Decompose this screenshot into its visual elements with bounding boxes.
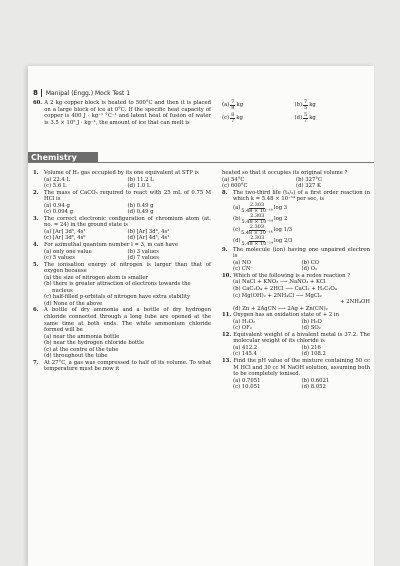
fraction-denominator: 5.48 × 10⁻¹⁴ bbox=[241, 240, 274, 247]
option[interactable]: (d) throughout the tube bbox=[44, 353, 108, 360]
question-text: At 27°C, a gas was compressed to half of its volume. To what temperature must be now it bbox=[44, 359, 211, 373]
option[interactable]: (d) SO₂ bbox=[301, 325, 321, 332]
fraction-denominator: 8 bbox=[231, 105, 235, 111]
options bbox=[33, 203, 211, 216]
question-text: The ionisation energy of nitrogen is larger than that of oxygen because bbox=[44, 261, 211, 275]
question-text: heated so that it occupies its original volume ? bbox=[222, 170, 348, 176]
option[interactable]: (c) 10.051 bbox=[233, 384, 261, 391]
question-number: 7. bbox=[33, 359, 39, 366]
option[interactable]: (b) 0.49 g bbox=[127, 202, 154, 209]
option-label: (c) bbox=[233, 226, 241, 233]
option[interactable]: (b) 11.2 L bbox=[127, 176, 154, 183]
question-60 bbox=[33, 100, 211, 126]
option[interactable]: (c) 5 values bbox=[44, 255, 75, 262]
question-number: 2. bbox=[33, 189, 39, 196]
fraction-denominator: 7 bbox=[304, 118, 308, 124]
options bbox=[33, 249, 211, 262]
options bbox=[33, 229, 211, 242]
question-number: 5. bbox=[33, 261, 39, 268]
option[interactable]: (d) O₂ bbox=[301, 266, 318, 273]
fraction-denominator: 5 bbox=[304, 105, 308, 111]
option[interactable] bbox=[222, 100, 295, 111]
options bbox=[222, 378, 370, 391]
fraction bbox=[303, 113, 308, 124]
fraction-numerator: 2.303 bbox=[250, 234, 265, 241]
option-unit: kg bbox=[236, 102, 244, 109]
page-number: 8 bbox=[33, 89, 42, 97]
option[interactable]: (a) 54°C bbox=[222, 176, 245, 183]
options bbox=[222, 319, 370, 332]
option-label: (a) bbox=[233, 204, 241, 211]
question-text: The two-third life (t₂/₃) of a first order reaction in which k = 5.48 × 10⁻¹⁴ per sec, is bbox=[233, 189, 370, 203]
option-unit: kg bbox=[309, 115, 316, 122]
option[interactable]: (d) 7 values bbox=[127, 255, 159, 262]
fraction-numerator: 8 bbox=[231, 112, 235, 118]
question-number: 12. bbox=[222, 331, 232, 338]
option[interactable]: (a) the size of nitrogen atom is smaller bbox=[44, 274, 148, 281]
option[interactable]: (a) 0.7051 bbox=[233, 377, 261, 384]
fraction bbox=[303, 100, 308, 111]
question-text: Equivalent weight of a bivalent metal is 37.2. The molecular weight of its chloride is bbox=[233, 331, 370, 345]
question-60-options bbox=[222, 100, 367, 124]
option[interactable]: (d) 327 K bbox=[296, 183, 321, 190]
fraction bbox=[230, 100, 235, 111]
option[interactable]: (c) 600°C bbox=[222, 183, 248, 190]
option[interactable]: (c) half-filled p-orbitals of nitrogen have extra stability bbox=[44, 294, 191, 301]
option[interactable]: (c) CN⁻ bbox=[233, 266, 254, 273]
option-unit: kg bbox=[309, 102, 316, 109]
option-label: (b) bbox=[233, 215, 241, 222]
option[interactable]: (d) [Ar] 4d⁵, 4s¹ bbox=[127, 235, 170, 242]
option[interactable]: (a) [Ar] 3d⁵, 4s¹ bbox=[44, 228, 86, 235]
question-text: A 2 kg copper block is heated to 500°C and then it is placed on a large block of ice at 0°C. If the specific heat capacity of copper is 400 J · kg⁻¹ °C⁻¹ and latent heat of fusion of water is 3.5 × 10⁵ J · kg⁻¹, the amount of ice that can melt is bbox=[44, 100, 211, 126]
option[interactable]: (b) [Ar] 3d⁴, 4s² bbox=[127, 228, 170, 235]
question-text: The mass of CaCO₃ required to react with 25 mL of 0.75 M HCl is bbox=[44, 189, 211, 203]
option[interactable]: (d) 1.0 L bbox=[127, 183, 151, 190]
option[interactable]: (b) 327°C bbox=[296, 176, 323, 183]
question-text: Which of the following is a redox reaction ? bbox=[233, 272, 351, 279]
option[interactable]: (d) 0.49 g bbox=[127, 209, 154, 216]
option-label: (d) bbox=[233, 237, 241, 244]
fraction-denominator: 7 bbox=[231, 118, 235, 124]
option-label: (a) bbox=[222, 102, 230, 109]
option-tail: log 1/3 bbox=[273, 226, 293, 233]
option[interactable]: (d) Zn + 2AgCN ⟶ 2Ag + Zn(CN)₂ bbox=[233, 305, 328, 312]
question-text: Find the pH value of the mixture containing 50 cc M HCl and 30 cc M NaOH solution, assuming both to be completely ionised. bbox=[233, 358, 370, 378]
options bbox=[222, 345, 370, 358]
question-number: 60. bbox=[33, 100, 43, 106]
option[interactable] bbox=[222, 113, 295, 124]
fraction-denominator: 5.48 × 10⁻¹⁴ bbox=[241, 229, 273, 236]
question-text: Volume of H₂ gas occupied by its one equivalent at STP is bbox=[44, 170, 199, 176]
option[interactable]: (c) at the centre of the tube bbox=[44, 346, 119, 353]
option[interactable]: (c) Mg(OH)₂ + 2NH₄Cl ⟶ MgCl₂ bbox=[233, 292, 322, 299]
option[interactable]: (c) 0.094 g bbox=[44, 209, 74, 216]
question-text: For azimuthal quantum number l = 3, m can have bbox=[44, 242, 179, 249]
question-text: Oxygen has an oxidation state of + 2 in bbox=[233, 312, 339, 319]
question-number: 10. bbox=[222, 272, 232, 279]
question-number: 8. bbox=[222, 189, 228, 196]
right-column bbox=[222, 170, 370, 391]
option[interactable]: (b) 216 bbox=[301, 344, 321, 351]
option[interactable]: (a) near the ammonia bottle bbox=[44, 333, 120, 340]
option[interactable]: (c) 5.6 L bbox=[44, 183, 67, 190]
option[interactable]: (a) 22.4 L bbox=[44, 176, 70, 183]
option[interactable] bbox=[295, 100, 368, 111]
fraction-numerator: 7 bbox=[304, 99, 308, 105]
option[interactable]: (b) there is greater attraction of electrons towards the nucleus bbox=[44, 281, 191, 294]
option-label: (d) bbox=[294, 115, 303, 122]
question-number: 3. bbox=[33, 215, 39, 222]
option[interactable]: (b) 0.6021 bbox=[301, 377, 330, 384]
option[interactable]: (a) NaCl + KNO₃ ⟶ NaNO₃ + KCl bbox=[233, 279, 326, 286]
option-continuation: + 2NH₄OH bbox=[340, 299, 370, 306]
option[interactable]: (c) [Ar] 3d⁶, 4s⁰ bbox=[44, 235, 86, 242]
question-text: The molecule (ion) having one unpaired electron is bbox=[233, 246, 370, 260]
fraction-numerator: 2.303 bbox=[249, 223, 265, 230]
option-unit: kg bbox=[236, 115, 243, 122]
question-number: 11. bbox=[222, 312, 232, 319]
option-label: (b) bbox=[294, 102, 303, 109]
option[interactable]: (d) 8.052 bbox=[301, 384, 326, 391]
question-number: 4. bbox=[33, 242, 39, 249]
option[interactable] bbox=[233, 236, 370, 247]
question-number: 13. bbox=[222, 358, 232, 365]
header-title: Manipal (Engg.) Mock Test 1 bbox=[45, 89, 131, 97]
option[interactable]: (c) 145.4 bbox=[233, 351, 257, 358]
options bbox=[222, 177, 370, 190]
option[interactable]: (a) only one value bbox=[44, 248, 92, 255]
section-heading: Chemistry bbox=[28, 152, 98, 163]
option[interactable]: (c) OF₂ bbox=[233, 325, 252, 332]
options bbox=[222, 203, 370, 247]
fraction-numerator: 7 bbox=[231, 99, 235, 105]
option-label: (c) bbox=[222, 115, 230, 122]
option[interactable]: (a) NO bbox=[233, 259, 251, 266]
fraction-denominator: 5.48 × 10⁻¹⁴ bbox=[241, 207, 273, 214]
fraction-numerator: 5 bbox=[304, 112, 308, 118]
option-tail: log 2 bbox=[274, 215, 288, 222]
options bbox=[222, 260, 370, 273]
question-text: A bottle of dry ammonia and a bottle of dry hydrogen chloride connected through a long tube are opened at the same time at both ends. The white ammonium chloride formed will be bbox=[44, 307, 211, 334]
question-number: 6. bbox=[33, 307, 39, 314]
option[interactable]: (a) 0.94 g bbox=[44, 202, 70, 209]
fraction-denominator: 5.48 × 10⁻¹⁴ bbox=[241, 218, 274, 225]
option[interactable]: (d) 108.2 bbox=[301, 351, 326, 358]
fraction-numerator: 2.303 bbox=[250, 212, 265, 219]
option[interactable]: (b) CO bbox=[301, 259, 320, 266]
option-tail: log 3 bbox=[273, 204, 288, 211]
option[interactable]: (b) 3 values bbox=[127, 248, 159, 255]
question-text: The correct electronic configuration of chromium atom (at. no. = 24) in the ground state is bbox=[44, 215, 211, 229]
question-number: 9. bbox=[222, 246, 228, 253]
fraction bbox=[230, 113, 235, 124]
left-column bbox=[33, 170, 211, 373]
option[interactable]: (a) H₂O₂ bbox=[233, 318, 256, 325]
fraction bbox=[242, 236, 274, 247]
option[interactable]: (a) 412.2 bbox=[233, 344, 258, 351]
running-header bbox=[33, 88, 130, 98]
option[interactable] bbox=[295, 113, 368, 124]
option[interactable]: (d) None of the above bbox=[44, 300, 103, 307]
option[interactable]: (b) near the hydrogen chloride bottle bbox=[44, 340, 144, 347]
question-number: 1. bbox=[33, 170, 39, 176]
option-tail: log 2/3 bbox=[274, 237, 293, 244]
section-rule bbox=[28, 162, 374, 163]
options bbox=[33, 177, 211, 190]
fraction-numerator: 2.303 bbox=[249, 201, 265, 208]
option[interactable]: (b) H₂O bbox=[301, 318, 322, 325]
option[interactable]: (b) CaC₂O₄ + 2HCl ⟶ CaCl₂ + H₂C₂O₄ bbox=[233, 286, 337, 293]
